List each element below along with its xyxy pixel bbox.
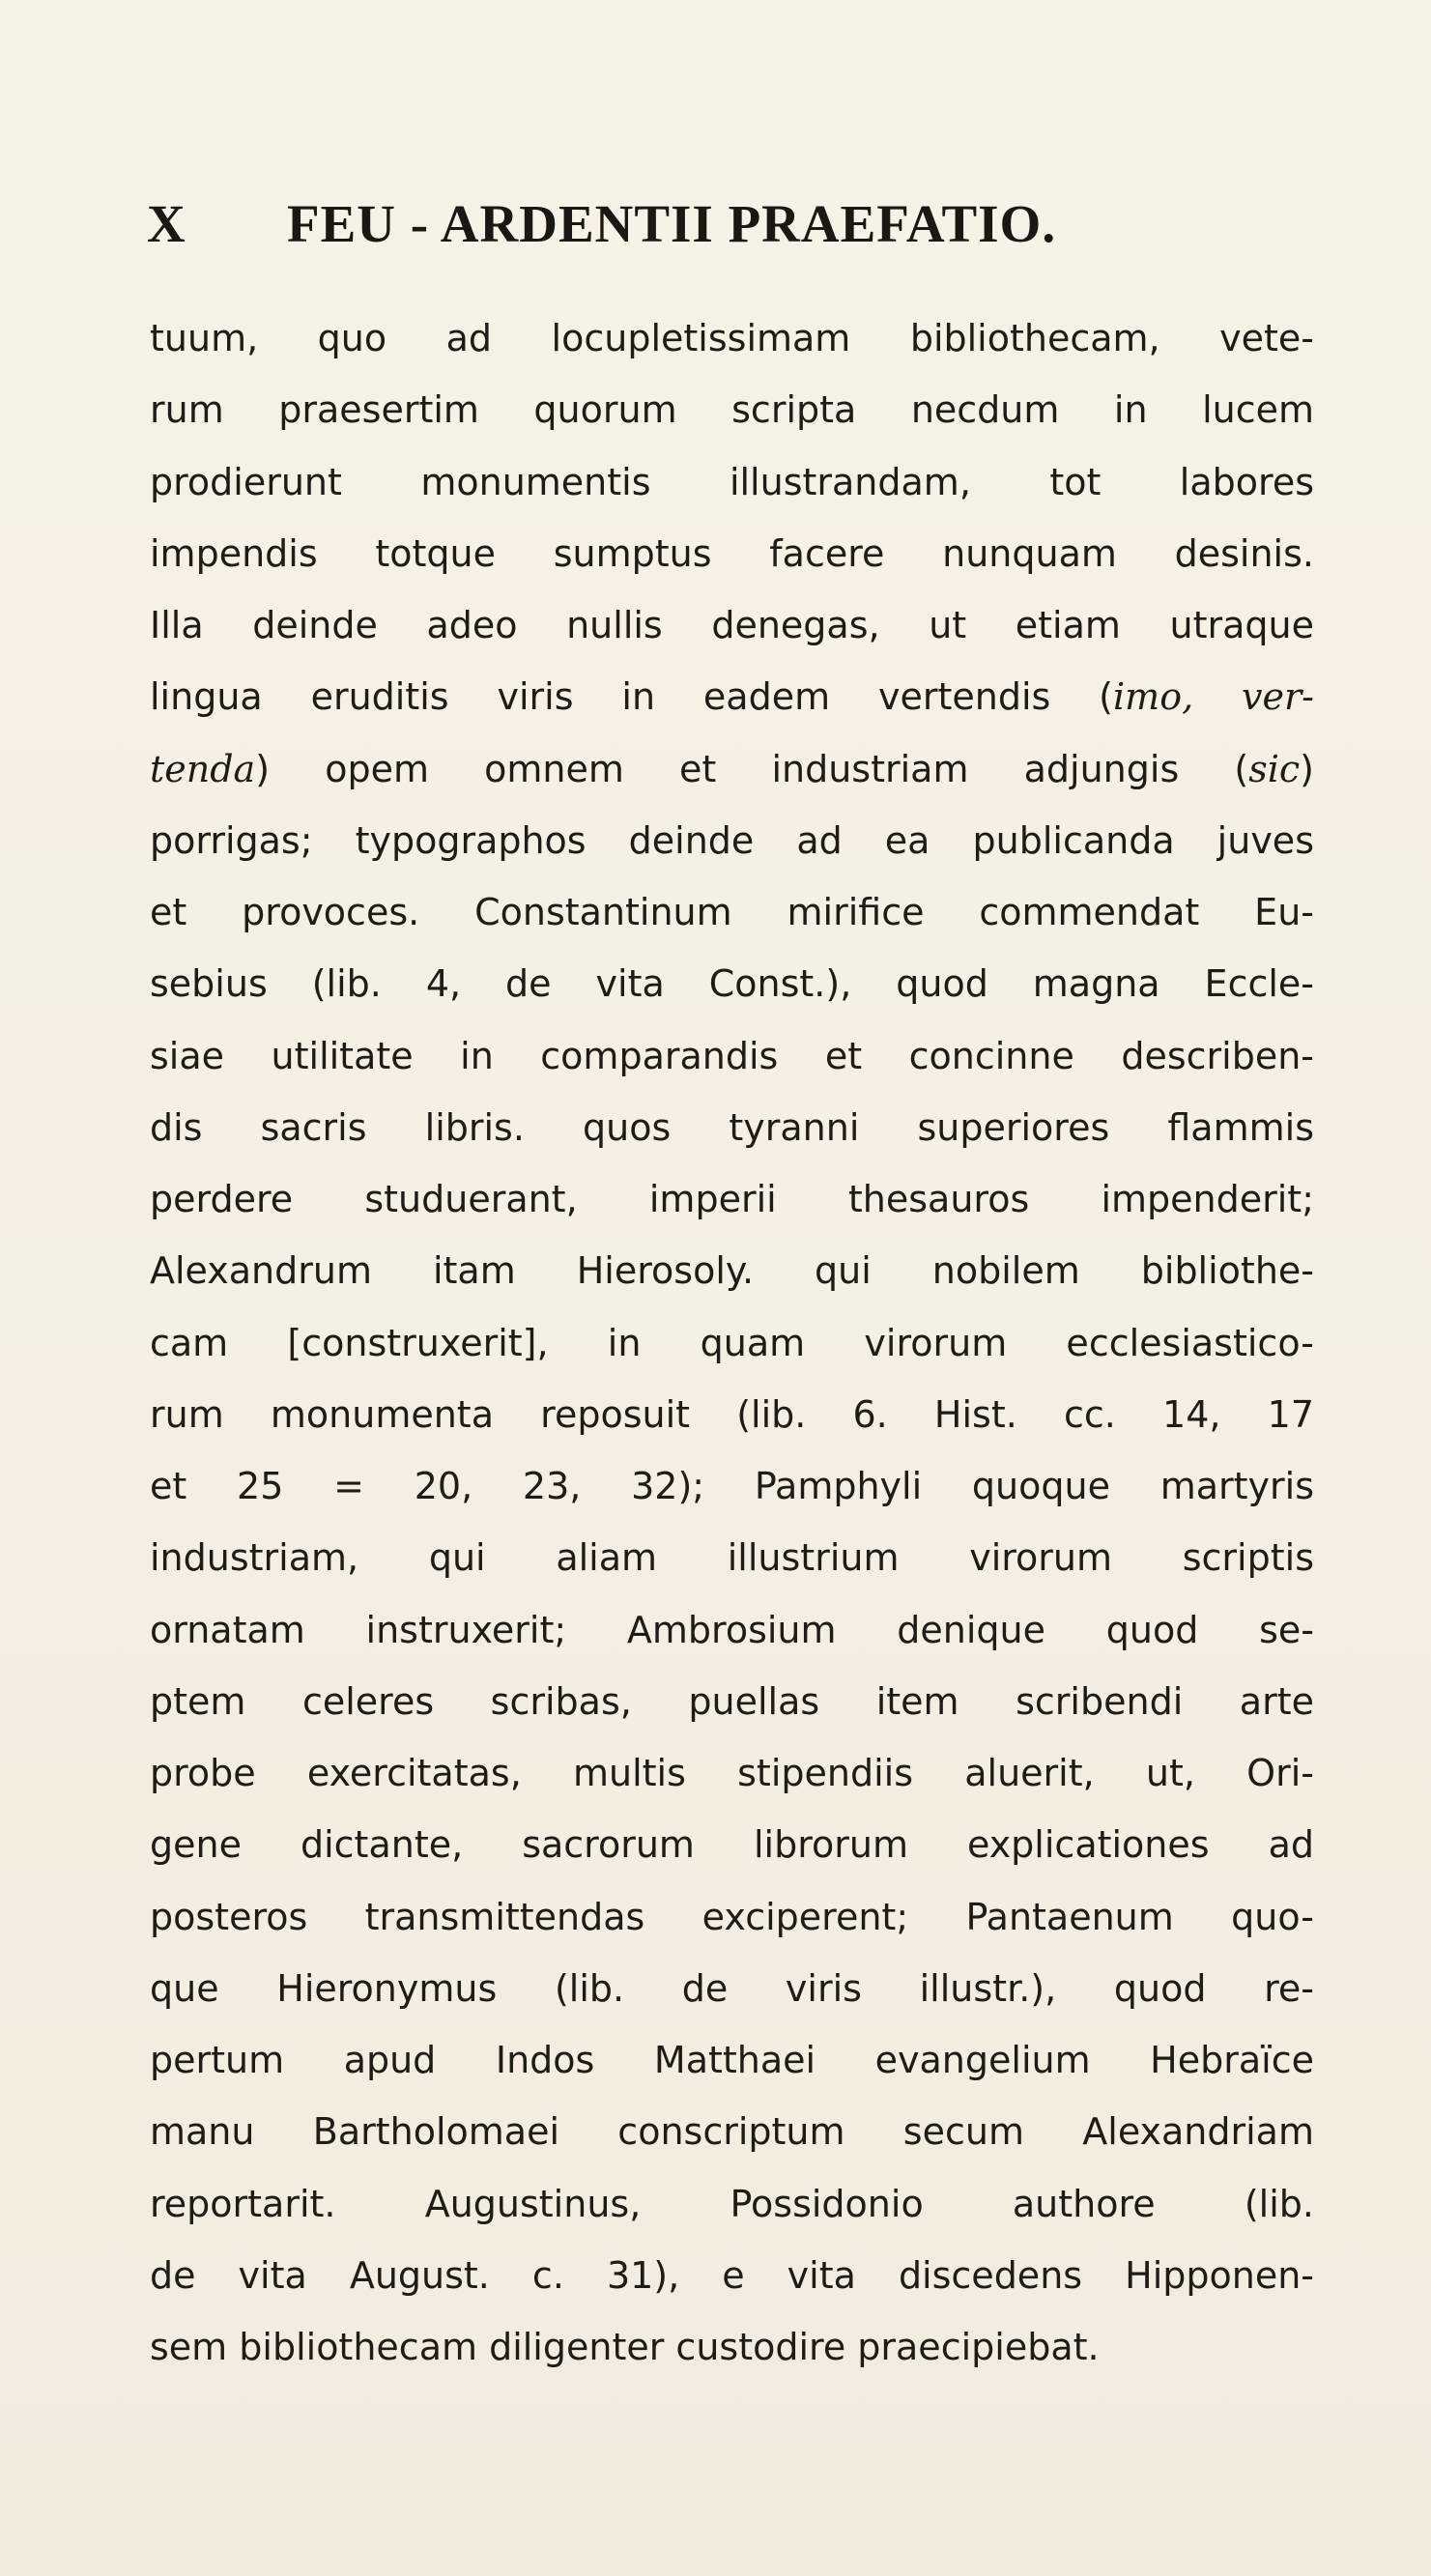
text-line-28: de vita August. c. 31), e vita discedens Hipponen-	[150, 2253, 1314, 2297]
text-line-6-italic: imo, ver-	[1113, 675, 1315, 719]
text-line-4: impendis totque sumptus facere nunquam desinis.	[150, 531, 1314, 575]
text-line-19: ornatam instruxerit; Ambrosium denique quod se-	[150, 1608, 1314, 1651]
text-line-15: cam [construxerit], in quam virorum ecclesiastico-	[150, 1321, 1314, 1364]
text-line-27: reportarit. Augustinus, Possidonio authore (lib.	[150, 2182, 1314, 2225]
text-line-12: dis sacris libris. quos tyranni superiores flammis	[150, 1105, 1314, 1149]
text-line-23: posteros transmittendas exciperent; Pantaenum quo-	[150, 1895, 1314, 1938]
text-line-16: rum monumenta reposuit (lib. 6. Hist. cc. 14, 17	[150, 1392, 1314, 1436]
text-line-18: industriam, qui aliam illustrium virorum scriptis	[150, 1536, 1314, 1580]
text-line-24: que Hieronymus (lib. de viris illustr.), quod re-	[150, 1966, 1314, 2010]
text-line-21: probe exercitatas, multis stipendiis aluerit, ut, Ori-	[150, 1752, 1314, 1794]
text-line-1: tuum, quo ad locupletissimam bibliothecam, vete-	[150, 317, 1314, 359]
text-line-11: siae utilitate in comparandis et concinne describen-	[150, 1034, 1314, 1077]
text-line-7-italic-2: sic	[1248, 747, 1301, 790]
text-line-7-end: )	[1300, 747, 1314, 790]
text-line-22: gene dictante, sacrorum librorum explicationes ad	[150, 1823, 1314, 1867]
text-line-3: prodierunt monumentis illustrandam, tot labores	[150, 460, 1314, 503]
page-number: X	[147, 194, 186, 253]
page-header	[147, 193, 1306, 261]
text-line-7-italic: tenda	[150, 747, 256, 790]
text-line-6-before: lingua eruditis viris in eadem vertendis (	[150, 675, 1114, 719]
text-line-6	[150, 661, 1314, 732]
text-line-2: rum praesertim quorum scripta necdum in lucem	[150, 388, 1314, 432]
text-line-7	[150, 733, 1314, 805]
text-line-20: ptem celeres scribas, puellas item scribendi arte	[150, 1679, 1314, 1723]
text-line-13: perdere studuerant, imperii thesauros impenderit;	[150, 1178, 1314, 1220]
text-line-9: et provoces. Constantinum mirifice commendat Eu-	[150, 891, 1314, 933]
text-line-17: et 25 = 20, 23, 32); Pamphyli quoque martyris	[150, 1465, 1314, 1507]
text-line-8: porrigas; typographos deinde ad ea publicanda juves	[150, 818, 1314, 862]
text-line-14: Alexandrum itam Hierosoly. qui nobilem bibliothe-	[150, 1249, 1314, 1293]
text-line-7-middle: ) opem omnem et industriam adjungis (	[255, 747, 1249, 790]
text-line-26: manu Bartholomaei conscriptum secum Alexandriam	[150, 2110, 1314, 2154]
running-head: FEU - ARDENTII PRAEFATIO.	[287, 194, 1057, 253]
text-line-25: pertum apud Indos Matthaei evangelium Hebraïce	[150, 2039, 1314, 2081]
text-line-29: sem bibliothecam diligenter custodire praecipiebat.	[150, 2326, 1100, 2368]
text-line-5: Illa deinde adeo nullis denegas, ut etiam utraque	[150, 604, 1314, 646]
body-text	[150, 302, 1314, 2383]
text-line-10: sebius (lib. 4, de vita Const.), quod magna Eccle-	[150, 962, 1314, 1006]
